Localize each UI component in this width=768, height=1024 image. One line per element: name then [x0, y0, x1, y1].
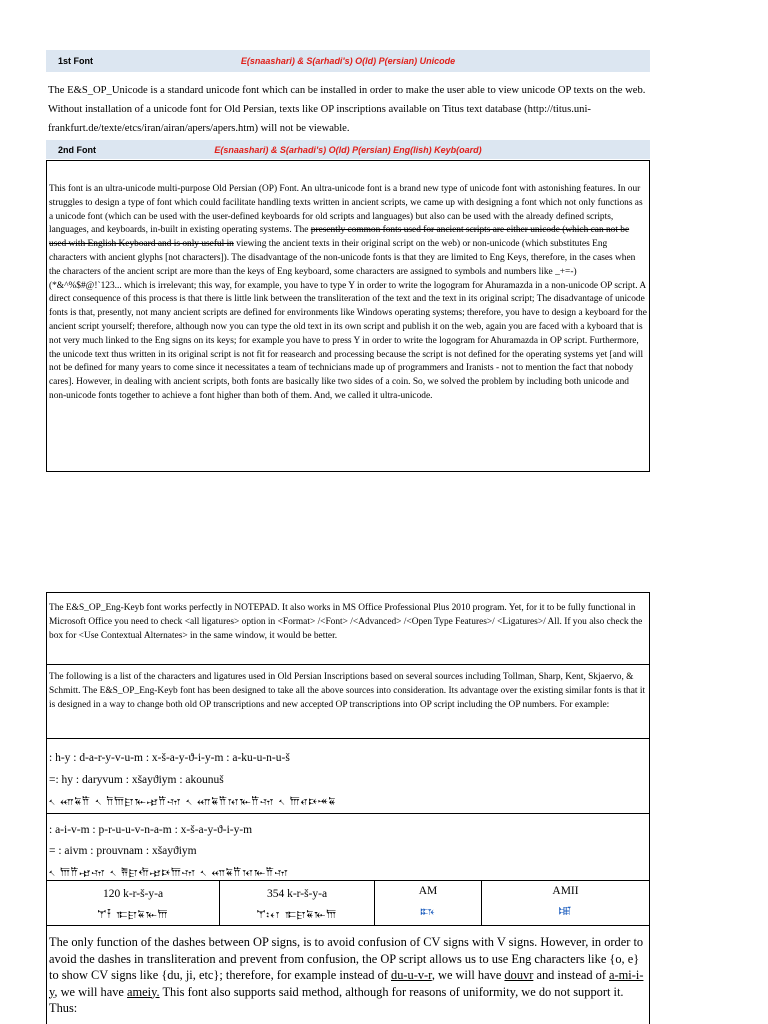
example-op-script: 𐏐 𐎧𐏁𐎡 𐏐 𐎭𐎠𐎼𐎹𐎾𐎡𐎶 𐏐 𐎧𐏁𐎡𐎰𐎹𐎡𐎶 𐏐 𐎠𐎤𐎴𐎽𐏁 — [49, 795, 337, 808]
font-header-row-1 — [46, 50, 650, 72]
example-2 — [47, 814, 649, 881]
number-examples — [47, 881, 649, 926]
font-label: 1st Font — [58, 56, 93, 66]
font-title: E(snaashari) & S(arhadi's) O(ld) P(ersian) Unicode — [240, 56, 456, 66]
eng-keyb-table — [46, 592, 650, 1024]
example-1 — [47, 739, 649, 814]
example-op-script: 𐏐 𐎠𐎡𐎾𐎶 𐏐 𐎱𐎼𐎢𐎾𐎴𐎠𐎶 𐏐 𐎧𐏁𐎡𐎰𐎹𐎡𐎶 — [49, 866, 289, 879]
font-title: E(snaashari) & S(arhadi's) O(ld) P(ersian) Eng(lish) Keyb(oard) — [214, 145, 482, 155]
struck-text: presently common fonts used for ancient scripts are either unicode (which can not be used with English Keyboard and is only useful in — [49, 225, 630, 250]
example-transliteration: : h-y : d-a-r-y-v-u-m : x-š-a-y-ϑ-i-y-m : a-ku-u-n-u-š — [49, 752, 290, 764]
logogram-cell: AM 𐏈 — [375, 881, 482, 925]
example-transcription: = : aivm : prouvnam : xšayϑiym — [49, 845, 197, 857]
number-cell: 120 k-r-š-y-a 𐏕𐏒 𐎣𐎼𐏁𐎹𐎠 — [47, 881, 220, 925]
example-transliteration: : a-i-v-m : p-r-u-u-v-n-a-m : x-š-a-y-ϑ-i-y-m — [49, 824, 253, 836]
ultra-unicode-description: This font is an ultra-unicode multi-purpose Old Persian (OP) Font. An ultra-unicode font is a brand new type of unicode font with astonishing features. In our struggles to design a type of font which could facilitate handling texts written in ancient scripts, we came up with designing a font which not only functions as a unicode font (which can be used with the user-defined keyboards for old scripts and languages) but also can be used with the already defined scripts, languages, and keyboards, in-built in existing operating systems. The presently common fonts used for ancient scripts are either unicode (which can not be used with English Keyboard and is only useful in viewing the ancient texts in their original script on the web) or non-unicode (which substitutes Eng characters with ancient glyphs [not characters]). The disadvantage of the non-unicode fonts is that they are limited to Eng Keys, therefore, in the cases when the characters of the ancient script are more than the keys of Eng keyboard, some characters are assigned to symbols and numbers like _+=-)(*&^%$#@!`123... which is irrelevant; this way, for example, you have to type Y in order to write the logogram for Ahuramazda in a non-unicode OP script. A direct consequence of this process is that there is little link between the transliteration of the text and the text in its original script; The disadvantage of unicode fonts is that, presently, not many ancient scripts are defined for environments like Windows operating systems; therefore, you have to design a keyboard for the ancient script yourself; therefore, although now you can type the old text in its own script and publish it on the web, again you are faced with a kyboard that is not very much linked to the Eng signs on its keys; for example you have to press Y in order to write the logogram for Ahuramazda in OP script. Furthermore, the unicode text thus written in its original script is not fit for reasearch and processing because the script is not defined for the operating systems yet [and will not be defined for many years to come since it necessitates a team of technicians made up of programmers and Iranists - not to mention the fact that nobody cares]. However, in dealing with ancient scripts, both fonts are basically like two sides of a coin. So, we solved the problem by including both unicode and non-unicode fonts together to achieve a font higher than both of them. And, we called it ultra-unicode. — [46, 160, 650, 472]
character-list-intro: The following is a list of the characters and ligatures used in Old Persian Inscriptions based on several sources including Tollman, Sharp, Kent, Skjaervo, & Schmitt. The E&S_OP_Eng-Keyb font has been designed to take all the above sources into consideration. Its advantage over the existing similar fonts is that it is designed in a way to change both old OP transcriptions and new accepted OP transcriptions into OP script including the OP numbers. For example: — [47, 665, 649, 739]
font-label: 2nd Font — [58, 145, 96, 155]
notepad-note: The E&S_OP_Eng-Keyb font works perfectly in NOTEPAD. It also works in MS Office Professional Plus 2010 program. Yet, for it to be fully functional in Microsoft Office you need to check <all ligatures> option in <Format> /<Font> /<Advanced> /<Open Type Features>/ <Ligatures>/ All. If you also check the box for <Use Contextual Alternates> in the same window, it would be better. — [47, 593, 649, 665]
unicode-description: The E&S_OP_Unicode is a standard unicode font which can be installed in order to make the user able to view unicode OP texts on the web. Without installation of a unicode font for Old Persian, texts like OP inscriptions available on Titus text database (http://titus.uni-frankfurt.de/texte/etcs/iran/airan/apers/apers.htm) will not be viewable. — [48, 85, 646, 134]
logogram-cell: AMII 𐏉 — [552, 885, 579, 918]
example-transcription: =: hy : daryvum : xšayϑiym : akounuš — [49, 774, 224, 786]
dash-usage-note: The only function of the dashes between OP signs, is to avoid confusion of CV signs with V signs. However, in order to avoid the dashes in transliteration and prevent from confusion, the OP script allows us to use Eng characters like {o, e} to show CV signs like {du, ji, etc}; therefore, for example instead of du-u-v-r, we will have douvr and instead of a-mi-i-y, we will have ameiy. This font also supports said method, although for reasons of uniformity, we do not support it. Thus: — [49, 935, 644, 1015]
number-cell: 354 k-r-š-y-a 𐏕𐏔𐏓𐏑 𐎣𐎼𐏁𐎹𐎠 — [220, 881, 375, 925]
font-header-row-2 — [46, 140, 650, 159]
